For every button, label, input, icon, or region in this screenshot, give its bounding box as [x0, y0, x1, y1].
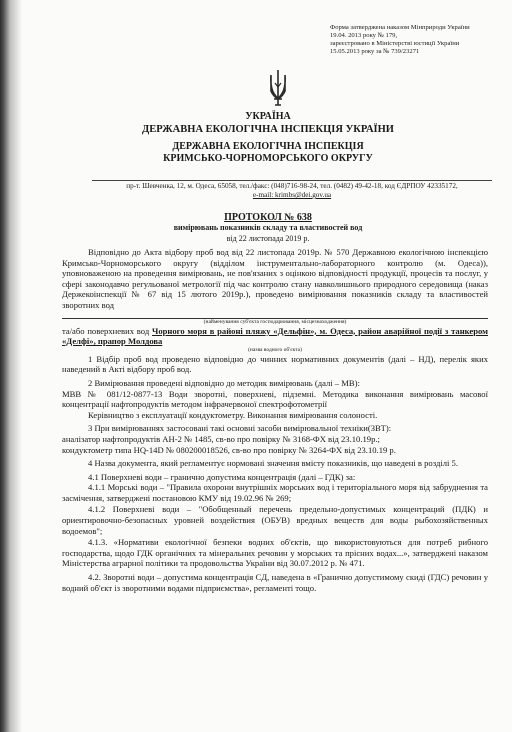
protocol-date: від 22 листопада 2019 р.	[226, 234, 310, 243]
paragraph-return-water: 4.2. Зворотні води – допустима концентрація CД, наведена в «Гранично допустимому скиді (ГДС) речовин у водний об'єкт із зворотними водами підприємства», регламенті тощо.	[62, 572, 488, 593]
instrument-item: аналізатор нафтопродуктів АН-2 № 1485, св-во про повірку № 3168-ФХ від 23.10.19р.;	[62, 433, 380, 444]
address-text: пр-т. Шевченка, 12, м. Одеса, 65058, тел./факс: (048)716-98-24, тел. (0482) 49-42-18, код ЄДРПОУ 42335172,	[126, 182, 458, 190]
approval-note-line: 19.04. 2013 року № 179,	[330, 32, 398, 39]
paragraph-sea-water: 4.1.1 Морські води – "Правила охорони внутрішніх морських вод і територіального моря від забруднення та засмічення, затверджені постановою КМУ від 19.02.96 № 269;	[62, 482, 488, 503]
header-divider	[92, 180, 492, 181]
paragraph-methods: 2 Вимірювання проведені відповідно до методик вимірювань (далі – МВ):	[88, 377, 360, 388]
paragraph-fishery-norms: 4.1.3. «Нормативи екологічної безпеки водних об'єктів, що використовуються для потреб рибного господарства, щодо ГДК органічних та мінеральних речовин у морських та прісних водах...», затверджені наказом Міністерства аграрної політики та продовольства України від 30.07.2012 р. № 471.	[62, 537, 488, 569]
paragraph-surface-water: 4.1 Поверхневі води – гранично допустима концентрація (далі – ГДК) за:	[88, 471, 356, 482]
paragraph-water-body	[62, 326, 488, 347]
protocol-body	[62, 247, 488, 596]
caption-entity: (найменування суб'єкта господарювання, місцезнаходження)	[203, 318, 347, 325]
agency-name: ДЕРЖАВНА ЕКОЛОГІЧНА ІНСПЕКЦІЯ УКРАЇНИ	[142, 124, 394, 135]
paragraph-norm-document: 4 Назва документа, який регламентує нормовані значення вмісту показників, що наведені в розділі 5.	[88, 458, 458, 469]
scan-edge-shadow	[0, 0, 22, 732]
method-item: Керівництво з експлуатації кондуктометру. Виконання вимірювання солоності.	[88, 409, 378, 420]
instrument-item: кондуктометр типа HQ-14D № 080200018526, св-во про повірку № 3264-ФХ від 23.10.19 р.	[62, 444, 396, 455]
office-name-line: КРИМСЬКО-ЧОРНОМОРСЬКОГО ОКРУГУ	[163, 153, 373, 164]
paragraph-surface-water-norms: 4.1.2 Поверхневі води – "Обобщенный перечень предельно-допустимых концентраций (ПДК) и ориентировочно-безопасных уровней воздействия (ОБУВ) вредных веществ для воды рыбохозяйственных водоемов";	[62, 504, 488, 536]
water-body-prefix: та/або поверхневих вод	[62, 325, 150, 336]
paragraph-instruments: 3 При вимірюваннях застосовані такі основні засоби вимірювальної техніки(ЗВТ):	[88, 423, 392, 434]
email-text: e-mail: krimbs@dei.gov.ua	[252, 191, 332, 199]
approval-note-line: 15.05.2013 року за № 739/23271	[330, 48, 420, 55]
approval-note-line: Форма затверджена наказом Мінприроди України	[330, 24, 470, 31]
protocol-title: ПРОТОКОЛ № 638	[224, 212, 312, 223]
protocol-subtitle: вимірювань показників складу та властивостей вод	[173, 223, 363, 232]
caption-water-body: (назва водного об'єкта)	[248, 346, 302, 353]
approval-note-line: зареєстровано в Міністерстві юстиції України	[330, 40, 460, 47]
trident-emblem-icon	[267, 69, 289, 107]
office-address	[92, 182, 492, 200]
office-name	[12, 141, 512, 165]
paragraph-sampling: 1 Відбір проб вод проведено відповідно до чинних нормативних документів (далі – НД), перелік яких наведений в Акті відбору проб вод.	[62, 353, 488, 375]
country-name: УКРАЇНА	[245, 111, 291, 122]
water-body-name: Чорного моря в районі пляжу «Дельфін», м. Одеса, район аварійної події з танкером «Делфі», прапор Молдова	[62, 325, 488, 347]
approval-note	[330, 24, 510, 56]
office-name-line: ДЕРЖАВНА ЕКОЛОГІЧНА ІНСПЕКЦІЯ	[172, 141, 364, 152]
method-item: МВВ № 081/12-0877-13 Води зворотні, поверхневі, підземні. Методика виконання вимірювань масової концентрації нафтопродуктів методом інфрачервоної спектрофотометрії	[62, 388, 488, 410]
paragraph-basis: Відповідно до Акта відбору проб вод від 22 листопада 2019р. № 570 Державною екологічною інспекцією Кримсько-Чорноморського округу (відділом інструментально-лабораторного контролю (м. Одеса)), уповноваженою на проведення вимірювань, не пов'язаних з оцінкою відповідності продукції, процесів та послуг, у сфері законодавчо регульованої метрології під час контролю стану навколишнього природного середовища (наказ Держекоінспекції № 67 від 15 лютого 2019р.), проведено вимірювання показників складу та властивостей зворотних вод	[62, 247, 488, 310]
